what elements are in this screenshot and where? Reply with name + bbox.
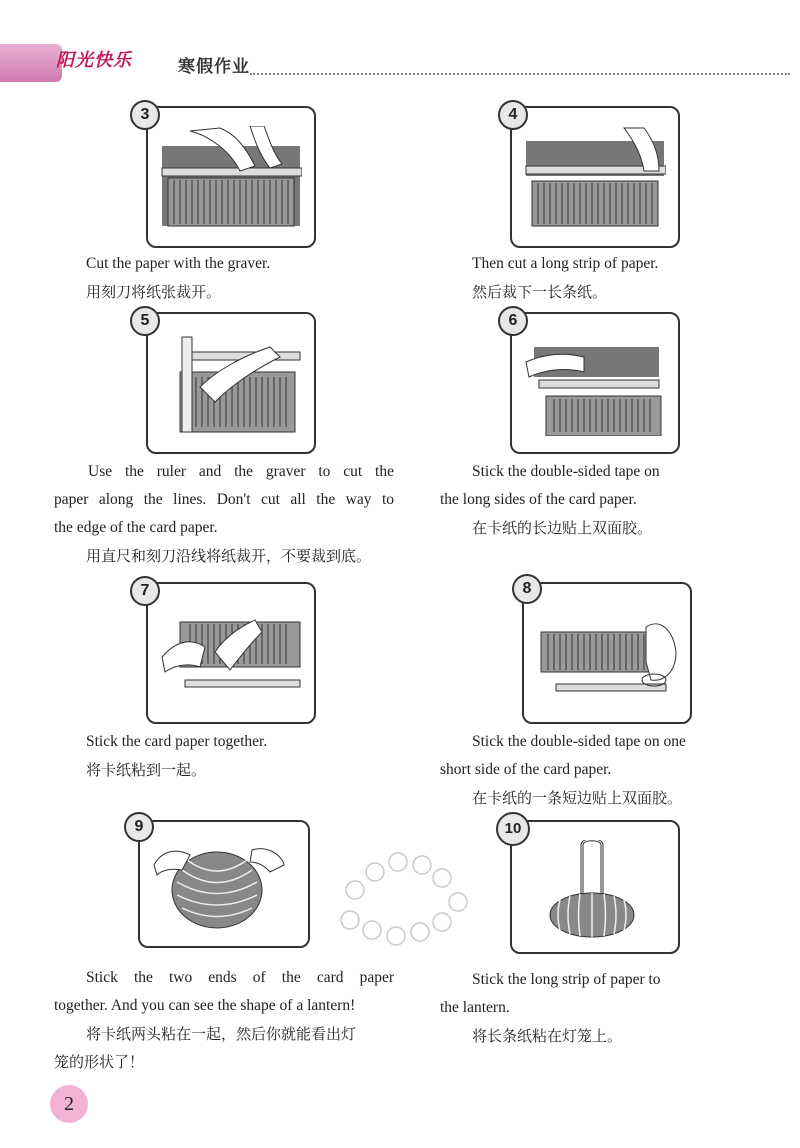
tape-short-side-illustration (536, 602, 678, 706)
step-8-zh: 在卡纸的一条短边贴上双面胶。 (472, 789, 683, 807)
step-9-zh-2: 笼的形状了！ (54, 1053, 145, 1071)
header-divider (250, 73, 790, 75)
step-6-en-1: Stick the double-sided tape on (472, 463, 660, 480)
step-5-text (54, 458, 394, 570)
stick-together-illustration (160, 602, 302, 706)
page-header (0, 40, 800, 86)
cut-paper-illustration (160, 126, 302, 230)
step-6-text (440, 458, 660, 542)
step-8-en-1: Stick the double-sided tape on one (472, 733, 686, 750)
step-5-en-2: paper along the lines. Don't cut all the way to (54, 491, 394, 508)
step-7-illustration (146, 582, 316, 724)
step-8-en-2: short side of the card paper. (440, 761, 612, 778)
step-5-zh: 用直尺和刻刀沿线将纸裁开，不要裁到底。 (86, 547, 372, 565)
step-4-zh: 然后裁下一长条纸。 (472, 283, 608, 301)
step-5-badge: 5 (130, 306, 160, 336)
step-7-badge: 7 (130, 576, 160, 606)
step-6-en-2: the long sides of the card paper. (440, 491, 637, 508)
step-10-illustration (510, 820, 680, 954)
step-10-text (440, 966, 661, 1050)
cut-strip-illustration (524, 126, 666, 230)
step-7-en: Stick the card paper together. (86, 733, 268, 750)
step-8-illustration (522, 582, 692, 724)
header-tab (0, 44, 62, 82)
page-number: 2 (50, 1085, 88, 1123)
step-10-en-1: Stick the long strip of paper to (472, 971, 661, 988)
step-6-badge: 6 (498, 306, 528, 336)
step-3-text (86, 250, 270, 306)
step-10-zh: 将长条纸粘在灯笼上。 (472, 1027, 623, 1045)
step-6-illustration (510, 312, 680, 454)
step-9-illustration (138, 820, 310, 948)
step-9-badge: 9 (124, 812, 154, 842)
lantern-shape-illustration (152, 840, 294, 934)
step-8-text (440, 728, 686, 812)
step-5-en-1: Use the ruler and the graver to cut the (88, 463, 394, 480)
header-logo: 阳光快乐 (56, 50, 132, 71)
step-7-zh: 将卡纸粘到一起。 (86, 761, 207, 779)
step-9-zh-1: 将卡纸两头粘在一起，然后你就能看出灯 (86, 1025, 357, 1043)
step-6-zh: 在卡纸的长边贴上双面胶。 (472, 519, 653, 537)
step-10-badge: 10 (496, 812, 530, 846)
step-3-badge: 3 (130, 100, 160, 130)
step-3-illustration (146, 106, 316, 248)
step-9-text (54, 964, 394, 1076)
step-3-zh: 用刻刀将纸张裁开。 (86, 283, 222, 301)
finished-lantern-illustration (524, 840, 666, 940)
step-4-en: Then cut a long strip of paper. (472, 255, 659, 272)
step-9-en-2: together. And you can see the shape of a lantern! (54, 997, 356, 1014)
step-3-en: Cut the paper with the graver. (86, 255, 271, 272)
step-4-illustration (510, 106, 680, 248)
step-4-badge: 4 (498, 100, 528, 130)
step-10-en-2: the lantern. (440, 999, 510, 1016)
tape-long-sides-illustration (524, 332, 666, 436)
cut-lines-illustration (160, 332, 302, 436)
step-5-illustration (146, 312, 316, 454)
step-9-en-1: Stick the two ends of the card paper (86, 969, 394, 986)
step-7-text (86, 728, 267, 784)
watermark-stamp (330, 840, 480, 950)
step-4-text (472, 250, 658, 306)
step-8-badge: 8 (512, 574, 542, 604)
header-title: 寒假作业 (178, 57, 250, 77)
step-5-en-3: the edge of the card paper. (54, 519, 218, 536)
